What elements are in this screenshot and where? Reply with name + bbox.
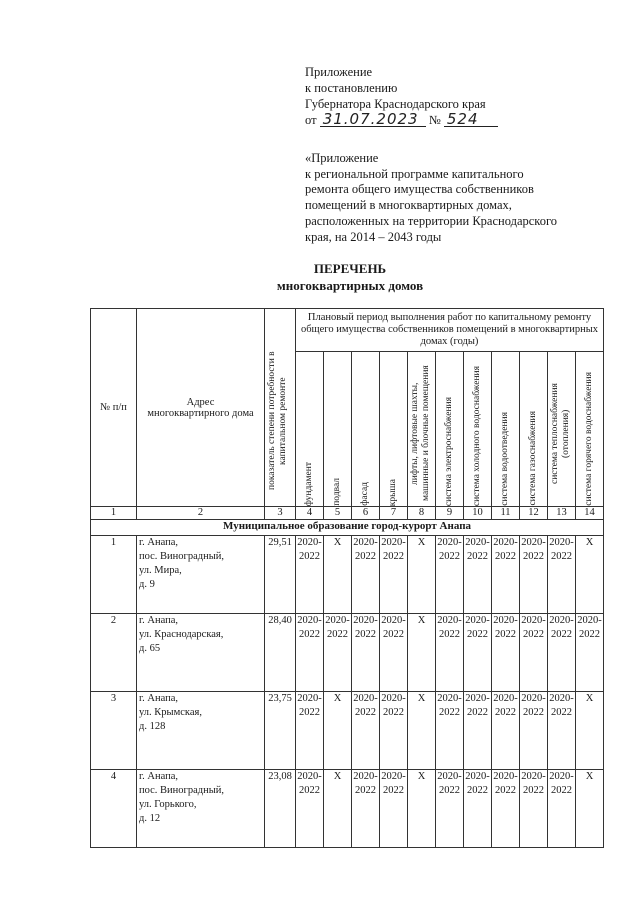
- row-period-cell: 2020- 2022: [576, 614, 604, 692]
- address-line: д. 65: [139, 643, 161, 654]
- header-work: [464, 352, 492, 507]
- appendix-line-1: Приложение: [305, 65, 373, 79]
- row-period-cell: 2020- 2022: [296, 770, 324, 848]
- address-line: ул. Мира,: [139, 565, 182, 576]
- col-number: 4: [296, 507, 324, 520]
- row-period-cell: 2020- 2022: [492, 692, 520, 770]
- row-period-cell: 2020- 2022: [296, 614, 324, 692]
- col-number: 14: [576, 507, 604, 520]
- row-period-cell: 2020- 2022: [548, 692, 576, 770]
- header-work: [352, 352, 380, 507]
- address-line: г. Анапа,: [139, 693, 179, 704]
- row-period-cell: 2020- 2022: [380, 614, 408, 692]
- row-period-cell: X: [408, 692, 436, 770]
- number-prefix: №: [428, 113, 441, 127]
- row-period-cell: 2020- 2022: [352, 770, 380, 848]
- row-period-cell: 2020- 2022: [324, 614, 352, 692]
- address-line: г. Анапа,: [139, 537, 179, 548]
- header-planned-period: Плановый период выполнения работ по капитальному ремонту общего имущества собственников помещений в многоквартирных домах (годы): [296, 309, 604, 352]
- program-appendix: [305, 151, 557, 245]
- address-line: пос. Виноградный,: [139, 785, 225, 796]
- row-period-cell: 2020- 2022: [548, 770, 576, 848]
- row-period-cell: 2020- 2022: [520, 536, 548, 614]
- row-period-cell: X: [576, 770, 604, 848]
- row-number: 4: [91, 770, 137, 848]
- col-number: 3: [265, 507, 296, 520]
- row-period-cell: 2020- 2022: [464, 692, 492, 770]
- header-work: [296, 352, 324, 507]
- address-line: д. 128: [139, 721, 166, 732]
- row-indicator: 23,75: [265, 692, 296, 770]
- address-line: ул. Горького,: [139, 799, 197, 810]
- program-line: края, на 2014 – 2043 годы: [305, 229, 442, 244]
- row-period-cell: X: [324, 536, 352, 614]
- header-work: [548, 352, 576, 507]
- header-work-text: лифты, лифтовые шахты, машинные и блочные помещения: [409, 365, 431, 502]
- row-period-cell: 2020- 2022: [492, 614, 520, 692]
- address-line: г. Анапа,: [139, 771, 179, 782]
- row-period-cell: 2020- 2022: [436, 614, 464, 692]
- row-indicator: 23,08: [265, 770, 296, 848]
- appendix-date-line: [305, 112, 498, 128]
- header-work-text: система теплоснабжения (отопления): [549, 383, 571, 484]
- document-title: [0, 260, 640, 294]
- municipality-row: Муниципальное образование город-курорт Анапа: [91, 520, 604, 536]
- row-period-cell: X: [576, 536, 604, 614]
- program-line: расположенных на территории Краснодарского: [305, 213, 558, 228]
- header-work: [520, 352, 548, 507]
- row-period-cell: 2020- 2022: [296, 536, 324, 614]
- header-work-text: фасад: [360, 482, 370, 506]
- row-indicator: 28,40: [265, 614, 296, 692]
- date-prefix: от: [305, 113, 317, 127]
- row-address: [137, 536, 265, 614]
- header-work: [380, 352, 408, 507]
- title-line-1: ПЕРЕЧЕНЬ: [313, 261, 387, 276]
- row-period-cell: X: [408, 770, 436, 848]
- row-period-cell: 2020- 2022: [520, 614, 548, 692]
- header-work-text: крыша: [388, 478, 398, 506]
- table-row: [91, 770, 604, 848]
- row-period-cell: 2020- 2022: [548, 614, 576, 692]
- row-period-cell: 2020- 2022: [436, 692, 464, 770]
- row-indicator: 29,51: [265, 536, 296, 614]
- program-line: к региональной программе капитального: [305, 166, 524, 181]
- row-period-cell: 2020- 2022: [520, 692, 548, 770]
- row-address: [137, 692, 265, 770]
- row-address: [137, 770, 265, 848]
- row-period-cell: X: [408, 614, 436, 692]
- row-period-cell: 2020- 2022: [548, 536, 576, 614]
- address-line: ул. Краснодарская,: [139, 629, 224, 640]
- header-work: [492, 352, 520, 507]
- header-work: [408, 352, 436, 507]
- header-work: [324, 352, 352, 507]
- header-work-text: подвал: [332, 478, 342, 506]
- row-period-cell: 2020- 2022: [352, 692, 380, 770]
- address-line: пос. Виноградный,: [139, 551, 225, 562]
- header-work: [436, 352, 464, 507]
- header-work-text: система холодного водоснабжения: [472, 365, 482, 506]
- address-line: г. Анапа,: [139, 615, 179, 626]
- row-period-cell: 2020- 2022: [492, 770, 520, 848]
- address-line: д. 9: [139, 579, 155, 590]
- row-number: 2: [91, 614, 137, 692]
- program-line: помещений в многоквартирных домах,: [305, 198, 512, 213]
- col-number: 7: [380, 507, 408, 520]
- appendix-line-2: к постановлению: [305, 81, 398, 95]
- header-work: [576, 352, 604, 507]
- row-period-cell: 2020- 2022: [296, 692, 324, 770]
- row-period-cell: 2020- 2022: [464, 770, 492, 848]
- row-address: [137, 614, 265, 692]
- row-period-cell: X: [408, 536, 436, 614]
- col-number: 12: [520, 507, 548, 520]
- col-number: 10: [464, 507, 492, 520]
- table-row: [91, 614, 604, 692]
- row-period-cell: 2020- 2022: [352, 536, 380, 614]
- col-number: 2: [137, 507, 265, 520]
- houses-table: [90, 308, 604, 848]
- row-period-cell: 2020- 2022: [464, 614, 492, 692]
- col-number: 13: [548, 507, 576, 520]
- header-work-text: система газоснабжения: [528, 411, 538, 506]
- table-body: [91, 536, 604, 848]
- header-indicator-text: показатель степени потребности в капитальном ремонте: [267, 351, 288, 491]
- col-number: 9: [436, 507, 464, 520]
- row-number: 3: [91, 692, 137, 770]
- row-period-cell: X: [576, 692, 604, 770]
- header-address: Адрес многоквартирного дома: [137, 309, 265, 507]
- header-num: № п/п: [91, 309, 137, 507]
- row-period-cell: 2020- 2022: [436, 770, 464, 848]
- header-work-text: фундамент: [304, 461, 314, 506]
- row-period-cell: X: [324, 770, 352, 848]
- row-period-cell: 2020- 2022: [520, 770, 548, 848]
- table-row: [91, 692, 604, 770]
- header-work-text: система горячего водоснабжения: [584, 372, 594, 506]
- row-period-cell: 2020- 2022: [380, 770, 408, 848]
- row-period-cell: 2020- 2022: [436, 536, 464, 614]
- handwritten-number: 524: [444, 112, 498, 127]
- row-period-cell: 2020- 2022: [380, 536, 408, 614]
- address-line: д. 12: [139, 813, 161, 824]
- row-period-cell: X: [324, 692, 352, 770]
- table-row: [91, 536, 604, 614]
- handwritten-date: 31.07.2023: [320, 112, 426, 127]
- col-number: 5: [324, 507, 352, 520]
- appendix-line-3: Губернатора Краснодарского края: [305, 97, 486, 111]
- title-line-2: многоквартирных домов: [276, 278, 424, 293]
- row-number: 1: [91, 536, 137, 614]
- header-indicator: [265, 309, 296, 507]
- row-period-cell: 2020- 2022: [352, 614, 380, 692]
- row-period-cell: 2020- 2022: [492, 536, 520, 614]
- appendix-block: [305, 64, 498, 128]
- program-line: ремонта общего имущества собственников: [305, 182, 534, 197]
- col-number: 8: [408, 507, 436, 520]
- address-line: ул. Крымская,: [139, 707, 202, 718]
- col-number: 1: [91, 507, 137, 520]
- col-number: 11: [492, 507, 520, 520]
- program-line: «Приложение: [305, 151, 379, 165]
- row-period-cell: 2020- 2022: [464, 536, 492, 614]
- header-work-text: система электроснабжения: [444, 396, 454, 506]
- header-work-text: система водоотведения: [500, 412, 510, 506]
- row-period-cell: 2020- 2022: [380, 692, 408, 770]
- col-number: 6: [352, 507, 380, 520]
